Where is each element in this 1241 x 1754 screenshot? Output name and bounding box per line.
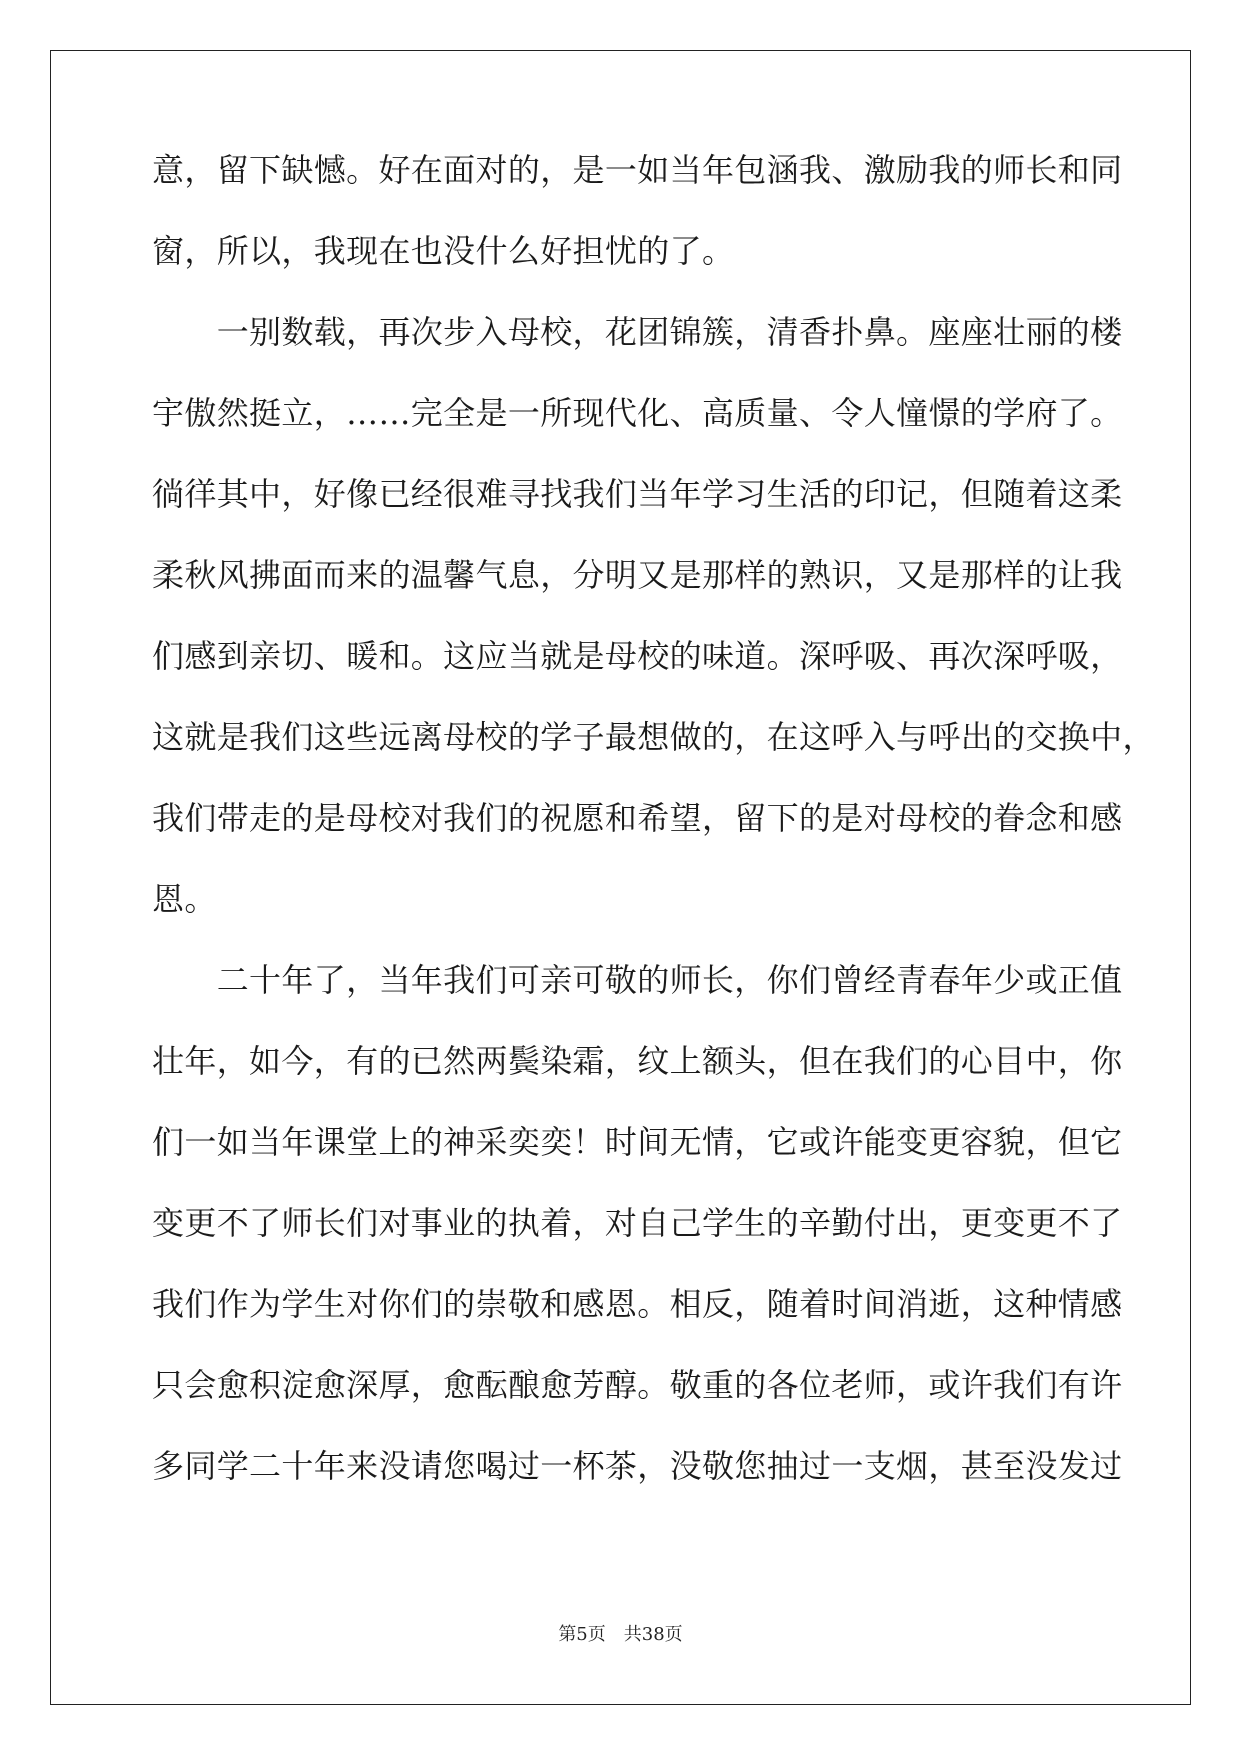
- text-line: 多同学二十年来没请您喝过一杯茶，没敬您抽过一支烟，甚至没发过: [152, 1447, 1123, 1485]
- text-line: 宇傲然挺立，……完全是一所现代化、高质量、令人憧憬的学府了。: [152, 394, 1123, 432]
- text-line: 恩。: [152, 880, 217, 918]
- text-line: 壮年，如今，有的已然两鬓染霜，纹上额头，但在我们的心目中，你: [152, 1042, 1123, 1080]
- text-line: 二十年了，当年我们可亲可敬的师长，你们曾经青春年少或正值: [152, 961, 1123, 999]
- text-line: 我们带走的是母校对我们的祝愿和希望，留下的是对母校的眷念和感: [152, 799, 1123, 837]
- text-line: 徜徉其中，好像已经很难寻找我们当年学习生活的印记，但随着这柔: [152, 475, 1123, 513]
- text-line: 们感到亲切、暖和。这应当就是母校的味道。深呼吸、再次深呼吸，: [152, 637, 1123, 675]
- text-line: 窗，所以，我现在也没什么好担忧的了。: [152, 232, 735, 270]
- page-footer: [0, 1623, 1241, 1647]
- text-line: 变更不了师长们对事业的执着，对自己学生的辛勤付出，更变更不了: [152, 1204, 1123, 1242]
- text-line: 柔秋风拂面而来的温馨气息，分明又是那样的熟识，又是那样的让我: [152, 556, 1123, 594]
- text-line: 们一如当年课堂上的神采奕奕！时间无情，它或许能变更容貌，但它: [152, 1123, 1123, 1161]
- page-total: 共38页: [623, 1624, 683, 1645]
- text-line: 只会愈积淀愈深厚，愈酝酿愈芳醇。敬重的各位老师，或许我们有许: [152, 1366, 1123, 1404]
- text-line: 这就是我们这些远离母校的学子最想做的，在这呼入与呼出的交换中，: [152, 718, 1155, 756]
- text-line: 意，留下缺憾。好在面对的，是一如当年包涵我、激励我的师长和同: [152, 151, 1123, 189]
- page-number: 第5页: [558, 1624, 606, 1645]
- text-line: 一别数载，再次步入母校，花团锦簇，清香扑鼻。座座壮丽的楼: [152, 313, 1123, 351]
- text-line: 我们作为学生对你们的崇敬和感恩。相反，随着时间消逝，这种情感: [152, 1285, 1123, 1323]
- body-text: [152, 130, 1155, 1507]
